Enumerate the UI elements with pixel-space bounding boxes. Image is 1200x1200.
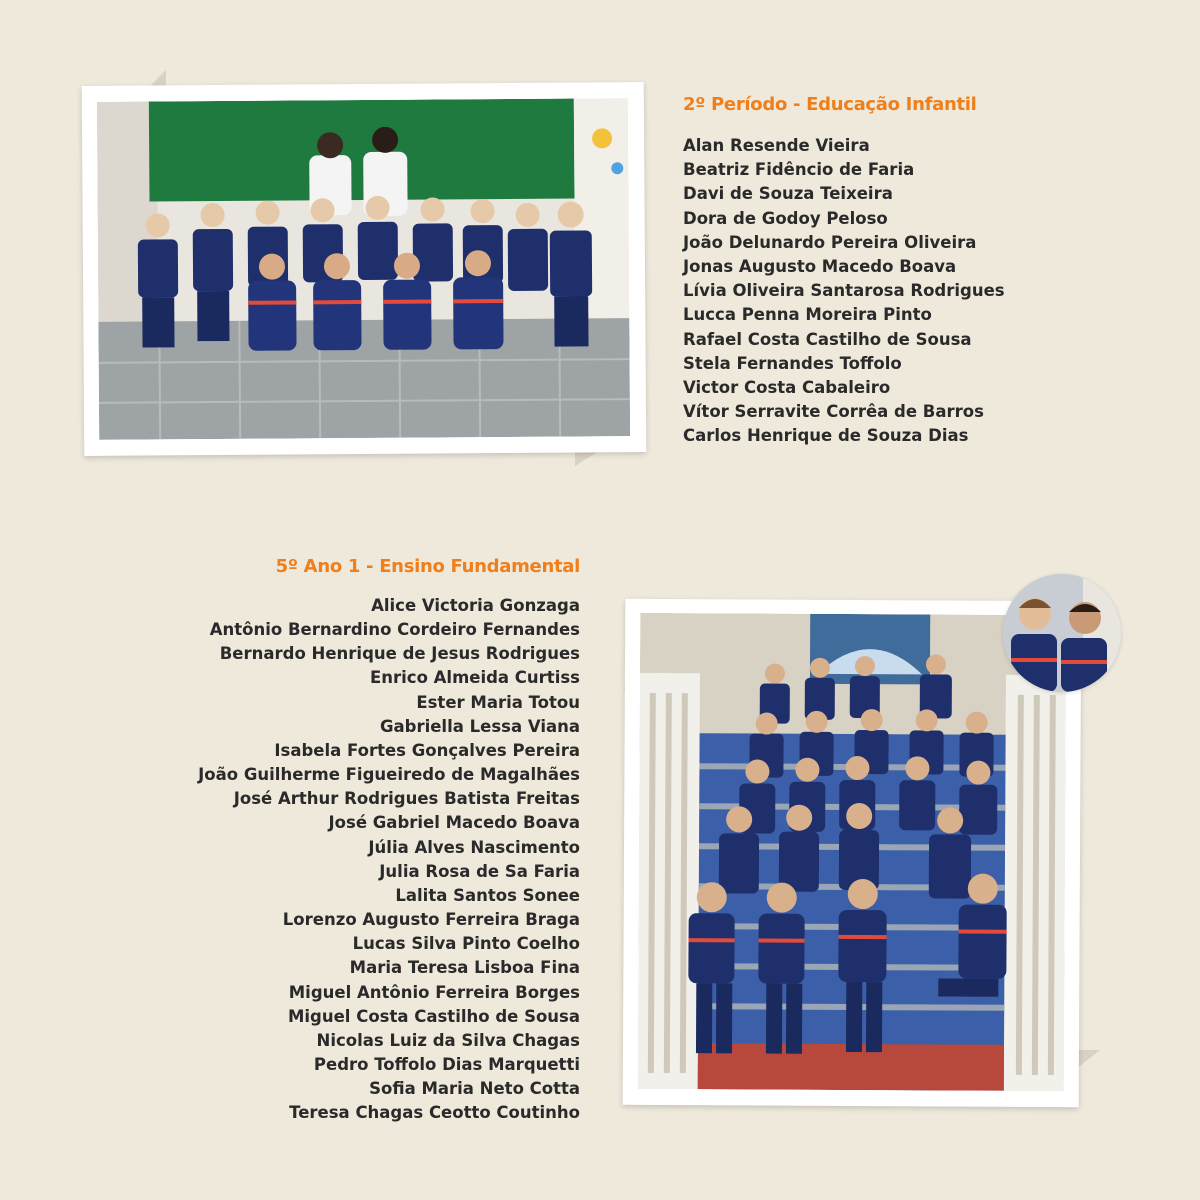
list-item: João Delunardo Pereira Oliveira [683, 232, 977, 252]
list-item: Lucas Silva Pinto Coelho [352, 934, 580, 954]
list-item: Miguel Antônio Ferreira Borges [288, 982, 580, 1002]
inset-photo-circle [1003, 574, 1121, 692]
list-item: Gabriella Lessa Viana [379, 716, 580, 736]
list-item: Ester Maria Totou [416, 692, 580, 712]
class-photo-frame-preschool [82, 82, 647, 456]
section-title-preschool: 2º Período - Educação Infantil [683, 94, 977, 115]
list-item: Sofia Maria Neto Cotta [369, 1079, 580, 1099]
list-item: Antônio Bernardino Cordeiro Fernandes [209, 620, 580, 640]
list-item: Pedro Toffolo Dias Marquetti [313, 1054, 580, 1074]
list-item: José Gabriel Macedo Boava [328, 813, 580, 833]
class-photo-frame-fifth-grade [623, 599, 1082, 1107]
list-item: Carlos Henrique de Souza Dias [683, 426, 969, 446]
list-item: Vítor Serravite Corrêa de Barros [683, 402, 984, 422]
list-item: Lívia Oliveira Santarosa Rodrigues [683, 281, 1005, 301]
list-item: Victor Costa Cabaleiro [683, 378, 891, 398]
class-photo-illustration [638, 613, 1066, 1091]
list-item: Stela Fernandes Toffolo [683, 353, 902, 373]
list-item: Júlia Alves Nascimento [368, 837, 580, 857]
list-item: José Arthur Rodrigues Batista Freitas [233, 789, 580, 809]
student-list-fifth-grade [198, 594, 580, 1125]
list-item: Rafael Costa Castilho de Sousa [683, 329, 972, 349]
list-item: Alan Resende Vieira [683, 136, 870, 155]
list-item: Enrico Almeida Curtiss [369, 668, 580, 688]
list-item: Lalita Santos Sonee [395, 885, 580, 905]
list-item: Bernardo Henrique de Jesus Rodrigues [219, 644, 580, 664]
class-photo-fifth-grade [638, 613, 1066, 1091]
class-photo-preschool [97, 98, 630, 440]
list-item: Teresa Chagas Ceotto Coutinho [289, 1103, 580, 1123]
list-item: Alice Victoria Gonzaga [371, 596, 580, 615]
list-item: Davi de Souza Teixeira [683, 184, 893, 204]
list-item: Maria Teresa Lisboa Fina [349, 958, 580, 978]
list-item: Jonas Augusto Macedo Boava [683, 257, 957, 277]
student-list-preschool [683, 134, 1005, 449]
list-item: Isabela Fortes Gonçalves Pereira [274, 740, 580, 760]
list-item: Lorenzo Augusto Ferreira Braga [282, 910, 580, 930]
list-item: Lucca Penna Moreira Pinto [683, 305, 932, 325]
class-photo-illustration [97, 98, 630, 440]
list-item: Miguel Costa Castilho de Sousa [287, 1006, 580, 1026]
list-item: Dora de Godoy Peloso [683, 208, 888, 228]
section-title-fifth-grade: 5º Ano 1 - Ensino Fundamental [275, 556, 580, 577]
inset-photo-illustration [1003, 574, 1121, 692]
list-item: Julia Rosa de Sa Faria [379, 861, 580, 881]
list-item: Nicolas Luiz da Silva Chagas [316, 1030, 580, 1050]
list-item: Beatriz Fidêncio de Faria [683, 160, 915, 180]
list-item: João Guilherme Figueiredo de Magalhães [198, 765, 580, 785]
